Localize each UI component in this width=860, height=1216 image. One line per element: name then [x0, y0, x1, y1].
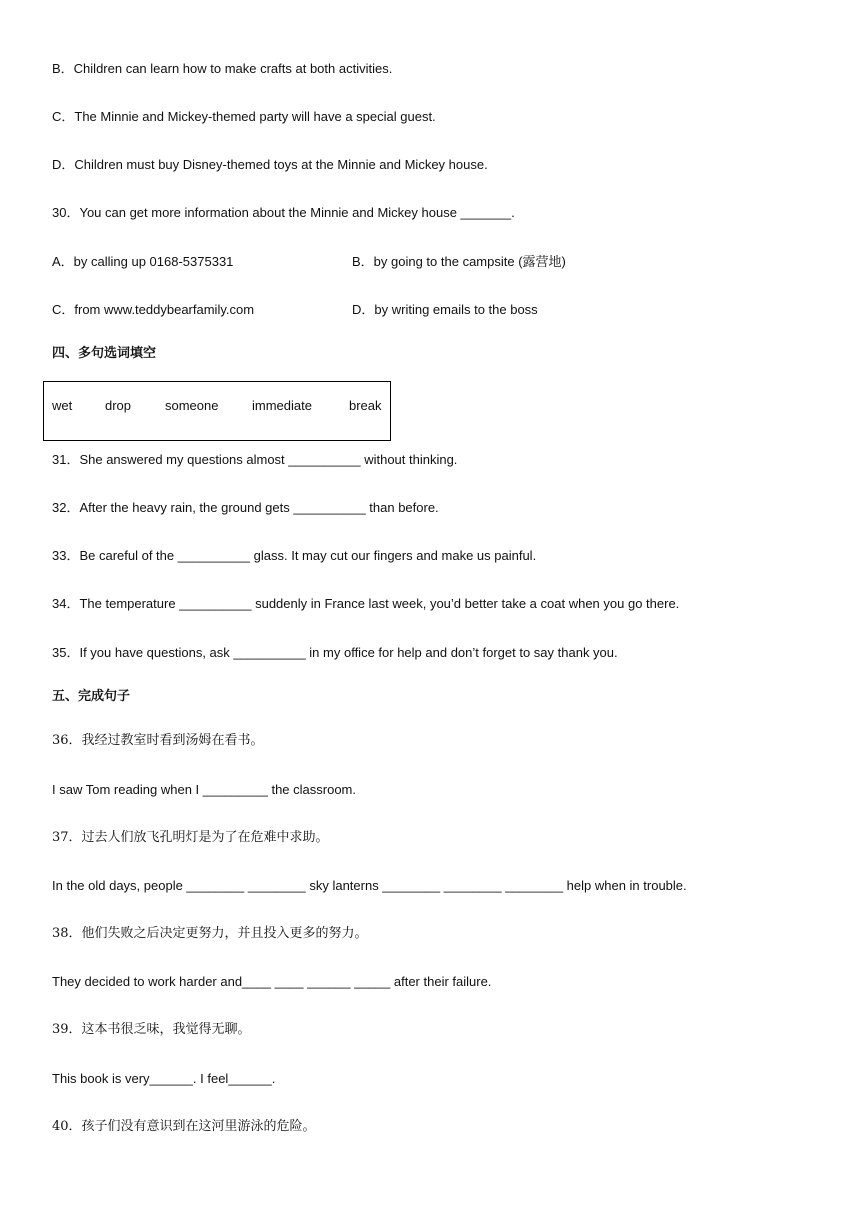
question-38-chinese: 38．他们失败之后决定更努力，并且投入更多的努力。 — [52, 926, 368, 941]
word-bank-box — [43, 381, 391, 441]
option-29-b: B．Children can learn how to make crafts at both activities. — [52, 61, 393, 76]
question-35: 35．If you have questions, ask __________ in my office for help and don’t forget to say thank you. — [52, 645, 618, 660]
question-36-chinese: 36．我经过教室时看到汤姆在看书。 — [52, 733, 264, 748]
question-34: 34．The temperature __________ suddenly in France last week, you’d better take a coat when you go there. — [52, 596, 680, 611]
question-38-english: They decided to work harder and____ ____ ______ _____ after their failure. — [52, 974, 492, 989]
question-37-english: In the old days, people ________ ________ sky lanterns ________ ________ ________ help when in trouble. — [52, 878, 687, 893]
question-30-stem: 30．You can get more information about the Minnie and Mickey house _______. — [52, 205, 515, 220]
question-32: 32．After the heavy rain, the ground gets __________ than before. — [52, 500, 439, 515]
question-37-chinese: 37．过去人们放飞孔明灯是为了在危难中求助。 — [52, 830, 329, 845]
option-30-a: A．by calling up 0168-5375331 — [52, 254, 234, 269]
question-39-chinese: 39．这本书很乏味，我觉得无聊。 — [52, 1022, 251, 1037]
question-33: 33．Be careful of the __________ glass. It may cut our fingers and make us painful. — [52, 548, 537, 563]
word-bank-item: drop — [105, 398, 132, 413]
question-31: 31．She answered my questions almost __________ without thinking. — [52, 452, 458, 467]
option-29-c: C．The Minnie and Mickey-themed party will have a special guest. — [52, 109, 436, 124]
word-bank-item: someone — [165, 398, 219, 413]
question-40-chinese: 40．孩子们没有意识到在这河里游泳的危险。 — [52, 1119, 316, 1134]
section-4-heading: 四、多句选词填空 — [52, 346, 157, 361]
section-5-heading: 五、完成句子 — [52, 689, 131, 704]
option-30-c: C．from www.teddybearfamily.com — [52, 302, 255, 317]
word-bank-item: break — [349, 398, 382, 413]
question-36-english: I saw Tom reading when I _________ the classroom. — [52, 782, 356, 797]
option-30-b: B．by going to the campsite (露营地) — [352, 254, 566, 269]
option-30-d: D．by writing emails to the boss — [352, 302, 538, 317]
word-bank-item: wet — [52, 398, 73, 413]
option-29-d: D．Children must buy Disney-themed toys at the Minnie and Mickey house. — [52, 157, 488, 172]
word-bank-item: immediate — [252, 398, 312, 413]
question-39-english: This book is very______. I feel______. — [52, 1071, 276, 1086]
